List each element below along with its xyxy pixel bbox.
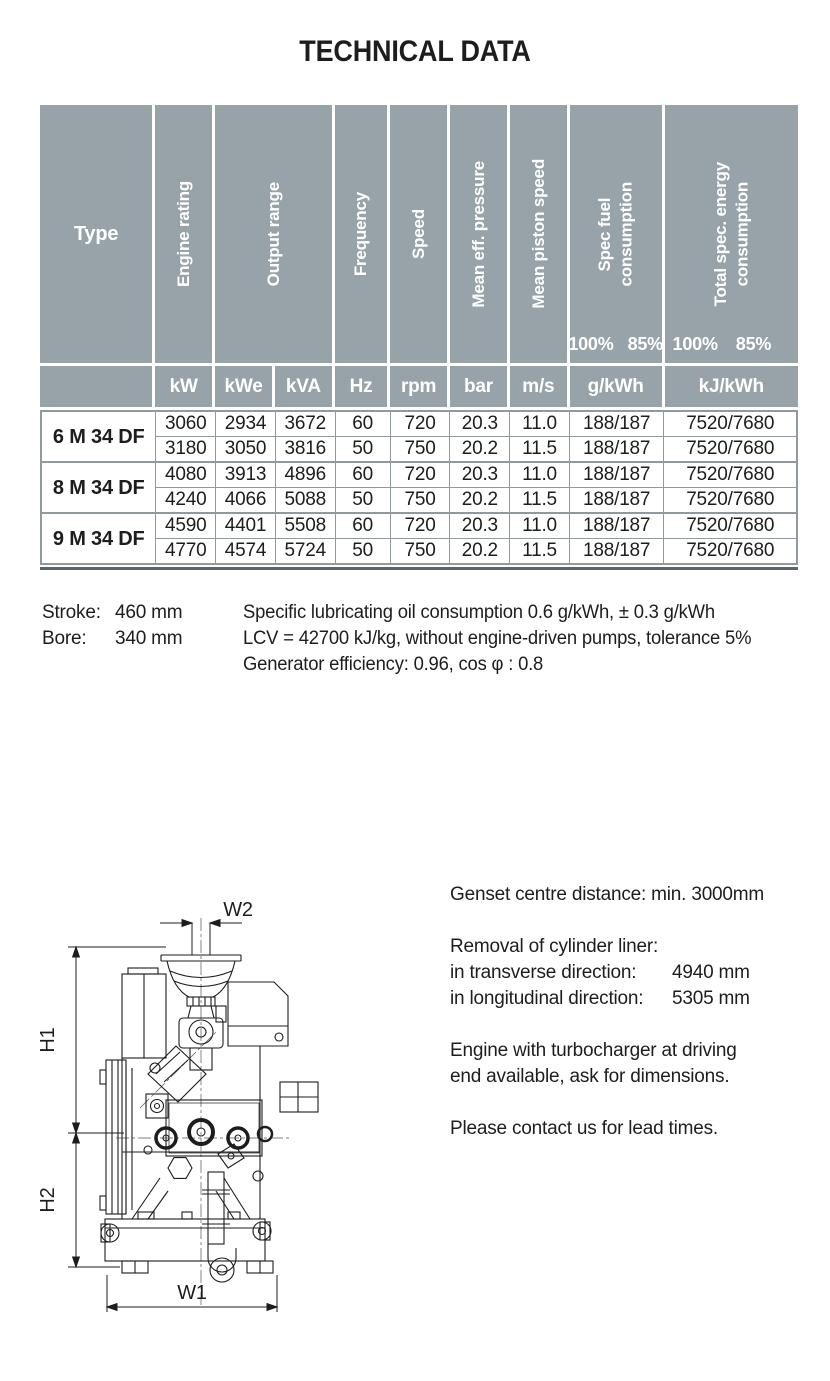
data-cell: 11.0 [510, 462, 570, 488]
note-lcv: LCV = 42700 kJ/kg, without engine-driven pumps, tolerance 5% [243, 628, 752, 649]
technical-data-table [40, 105, 798, 570]
engine-dimension-drawing [28, 876, 328, 1326]
engine-type: 9 M 34 DF [41, 513, 156, 564]
stroke-label: Stroke: [42, 602, 101, 623]
stroke-value: 460 mm [115, 602, 183, 623]
data-cell: 188/187 [569, 513, 664, 539]
data-cell: 4770 [156, 539, 216, 565]
data-cell: 20.3 [450, 411, 510, 437]
installation-info-block [450, 882, 764, 1142]
unit-kva: kVA [275, 366, 335, 407]
data-cell: 7520/7680 [664, 462, 797, 488]
data-cell: 20.3 [450, 513, 510, 539]
column-header-engine-rating: Engine rating [155, 105, 215, 366]
data-cell: 188/187 [569, 462, 664, 488]
data-cell: 11.0 [510, 513, 570, 539]
data-cell: 20.3 [450, 462, 510, 488]
unit-gkwh: g/kWh [570, 366, 665, 407]
data-cell: 7520/7680 [664, 539, 797, 565]
engine-type: 6 M 34 DF [41, 411, 156, 462]
column-header-type: Type [40, 105, 155, 366]
unit-ms: m/s [510, 366, 570, 407]
data-cell: 4401 [216, 513, 276, 539]
data-cell: 5508 [275, 513, 335, 539]
data-cell: 50 [335, 539, 390, 565]
engine-notes [42, 600, 830, 678]
data-cell: 7520/7680 [664, 437, 797, 463]
column-header-speed: Speed [390, 105, 450, 366]
page-title: TECHNICAL DATA [299, 35, 531, 68]
load-points-total-energy: 100% 85% [672, 334, 772, 354]
dimension-label-w1: W1 [177, 1282, 207, 1304]
consumption-notes-block [243, 600, 751, 678]
units-row [40, 366, 798, 407]
data-cell: 750 [390, 488, 450, 514]
data-cell: 60 [335, 462, 390, 488]
transverse-direction-label: in transverse direction: [450, 962, 637, 983]
data-cell: 50 [335, 437, 390, 463]
note-generator-efficiency: Generator efficiency: 0.96, cos φ : 0.8 [243, 654, 544, 675]
load-points-spec-fuel: 100% 85% [568, 334, 663, 354]
data-cell: 4240 [156, 488, 216, 514]
column-header-output-range: Output range [215, 105, 335, 366]
table-data-block [40, 410, 798, 570]
unit-kw: kW [155, 366, 215, 407]
data-cell: 3816 [275, 437, 335, 463]
data-cell: 5088 [275, 488, 335, 514]
stroke-bore-block [42, 600, 243, 678]
dimension-label-h1: H1 [37, 1027, 59, 1053]
table-header [40, 105, 798, 407]
data-cell: 188/187 [569, 539, 664, 565]
data-cell: 20.2 [450, 539, 510, 565]
data-cell: 750 [390, 437, 450, 463]
data-cell: 4066 [216, 488, 276, 514]
table-row [41, 411, 797, 437]
data-cell: 720 [390, 411, 450, 437]
unit-kjkwh: kJ/kWh [665, 366, 798, 407]
turbocharger-note-line2: end available, ask for dimensions. [450, 1066, 730, 1087]
note-lube-oil: Specific lubricating oil consumption 0.6 g/kWh, ± 0.3 g/kWh [243, 602, 715, 623]
data-cell: 60 [335, 513, 390, 539]
data-cell: 7520/7680 [664, 488, 797, 514]
column-header-total-spec-energy: Total spec. energy consumption 100% 85% [665, 105, 798, 366]
data-cell: 11.5 [510, 539, 570, 565]
data-cell: 3060 [156, 411, 216, 437]
column-header-spec-fuel-consumption: Spec fuel consumption 100% 85% [570, 105, 665, 366]
table-row [41, 513, 797, 539]
data-cell: 11.5 [510, 437, 570, 463]
turbocharger-note-line1: Engine with turbocharger at driving [450, 1040, 737, 1061]
data-cell: 4574 [216, 539, 276, 565]
data-cell: 4590 [156, 513, 216, 539]
data-cell: 7520/7680 [664, 411, 797, 437]
engine-type: 8 M 34 DF [41, 462, 156, 513]
data-cell: 5724 [275, 539, 335, 565]
data-cell: 3913 [216, 462, 276, 488]
data-cell: 11.0 [510, 411, 570, 437]
genset-distance-note: Genset centre distance: min. 3000mm [450, 884, 765, 905]
data-cell: 20.2 [450, 437, 510, 463]
data-cell: 2934 [216, 411, 276, 437]
data-cell: 60 [335, 411, 390, 437]
bore-label: Bore: [42, 628, 87, 649]
unit-rpm: rpm [390, 366, 450, 407]
lead-times-note: Please contact us for lead times. [450, 1118, 718, 1139]
data-cell: 720 [390, 462, 450, 488]
column-header-frequency: Frequency [335, 105, 390, 366]
data-cell: 3672 [275, 411, 335, 437]
data-cell: 11.5 [510, 488, 570, 514]
column-header-mean-eff-pressure: Mean eff. pressure [450, 105, 510, 366]
data-cell: 750 [390, 539, 450, 565]
data-cell: 188/187 [569, 411, 664, 437]
cylinder-liner-title: Removal of cylinder liner: [450, 936, 659, 957]
dimension-label-w2: W2 [223, 899, 253, 921]
data-cell: 4896 [275, 462, 335, 488]
units-corner [40, 366, 155, 407]
data-cell: 3180 [156, 437, 216, 463]
data-cell: 4080 [156, 462, 216, 488]
table-row [41, 462, 797, 488]
data-cell: 720 [390, 513, 450, 539]
bore-value: 340 mm [115, 628, 183, 649]
longitudinal-direction-label: in longitudinal direction: [450, 988, 644, 1009]
unit-bar: bar [450, 366, 510, 407]
data-cell: 50 [335, 488, 390, 514]
transverse-direction-value: 4940 mm [672, 962, 750, 983]
data-cell: 3050 [216, 437, 276, 463]
data-cell: 7520/7680 [664, 513, 797, 539]
unit-hz: Hz [335, 366, 390, 407]
data-cell: 188/187 [569, 437, 664, 463]
unit-kwe: kWe [215, 366, 275, 407]
column-header-mean-piston-speed: Mean piston speed [510, 105, 570, 366]
dimension-label-h2: H2 [37, 1187, 59, 1213]
data-cell: 188/187 [569, 488, 664, 514]
longitudinal-direction-value: 5305 mm [672, 988, 750, 1009]
data-cell: 20.2 [450, 488, 510, 514]
